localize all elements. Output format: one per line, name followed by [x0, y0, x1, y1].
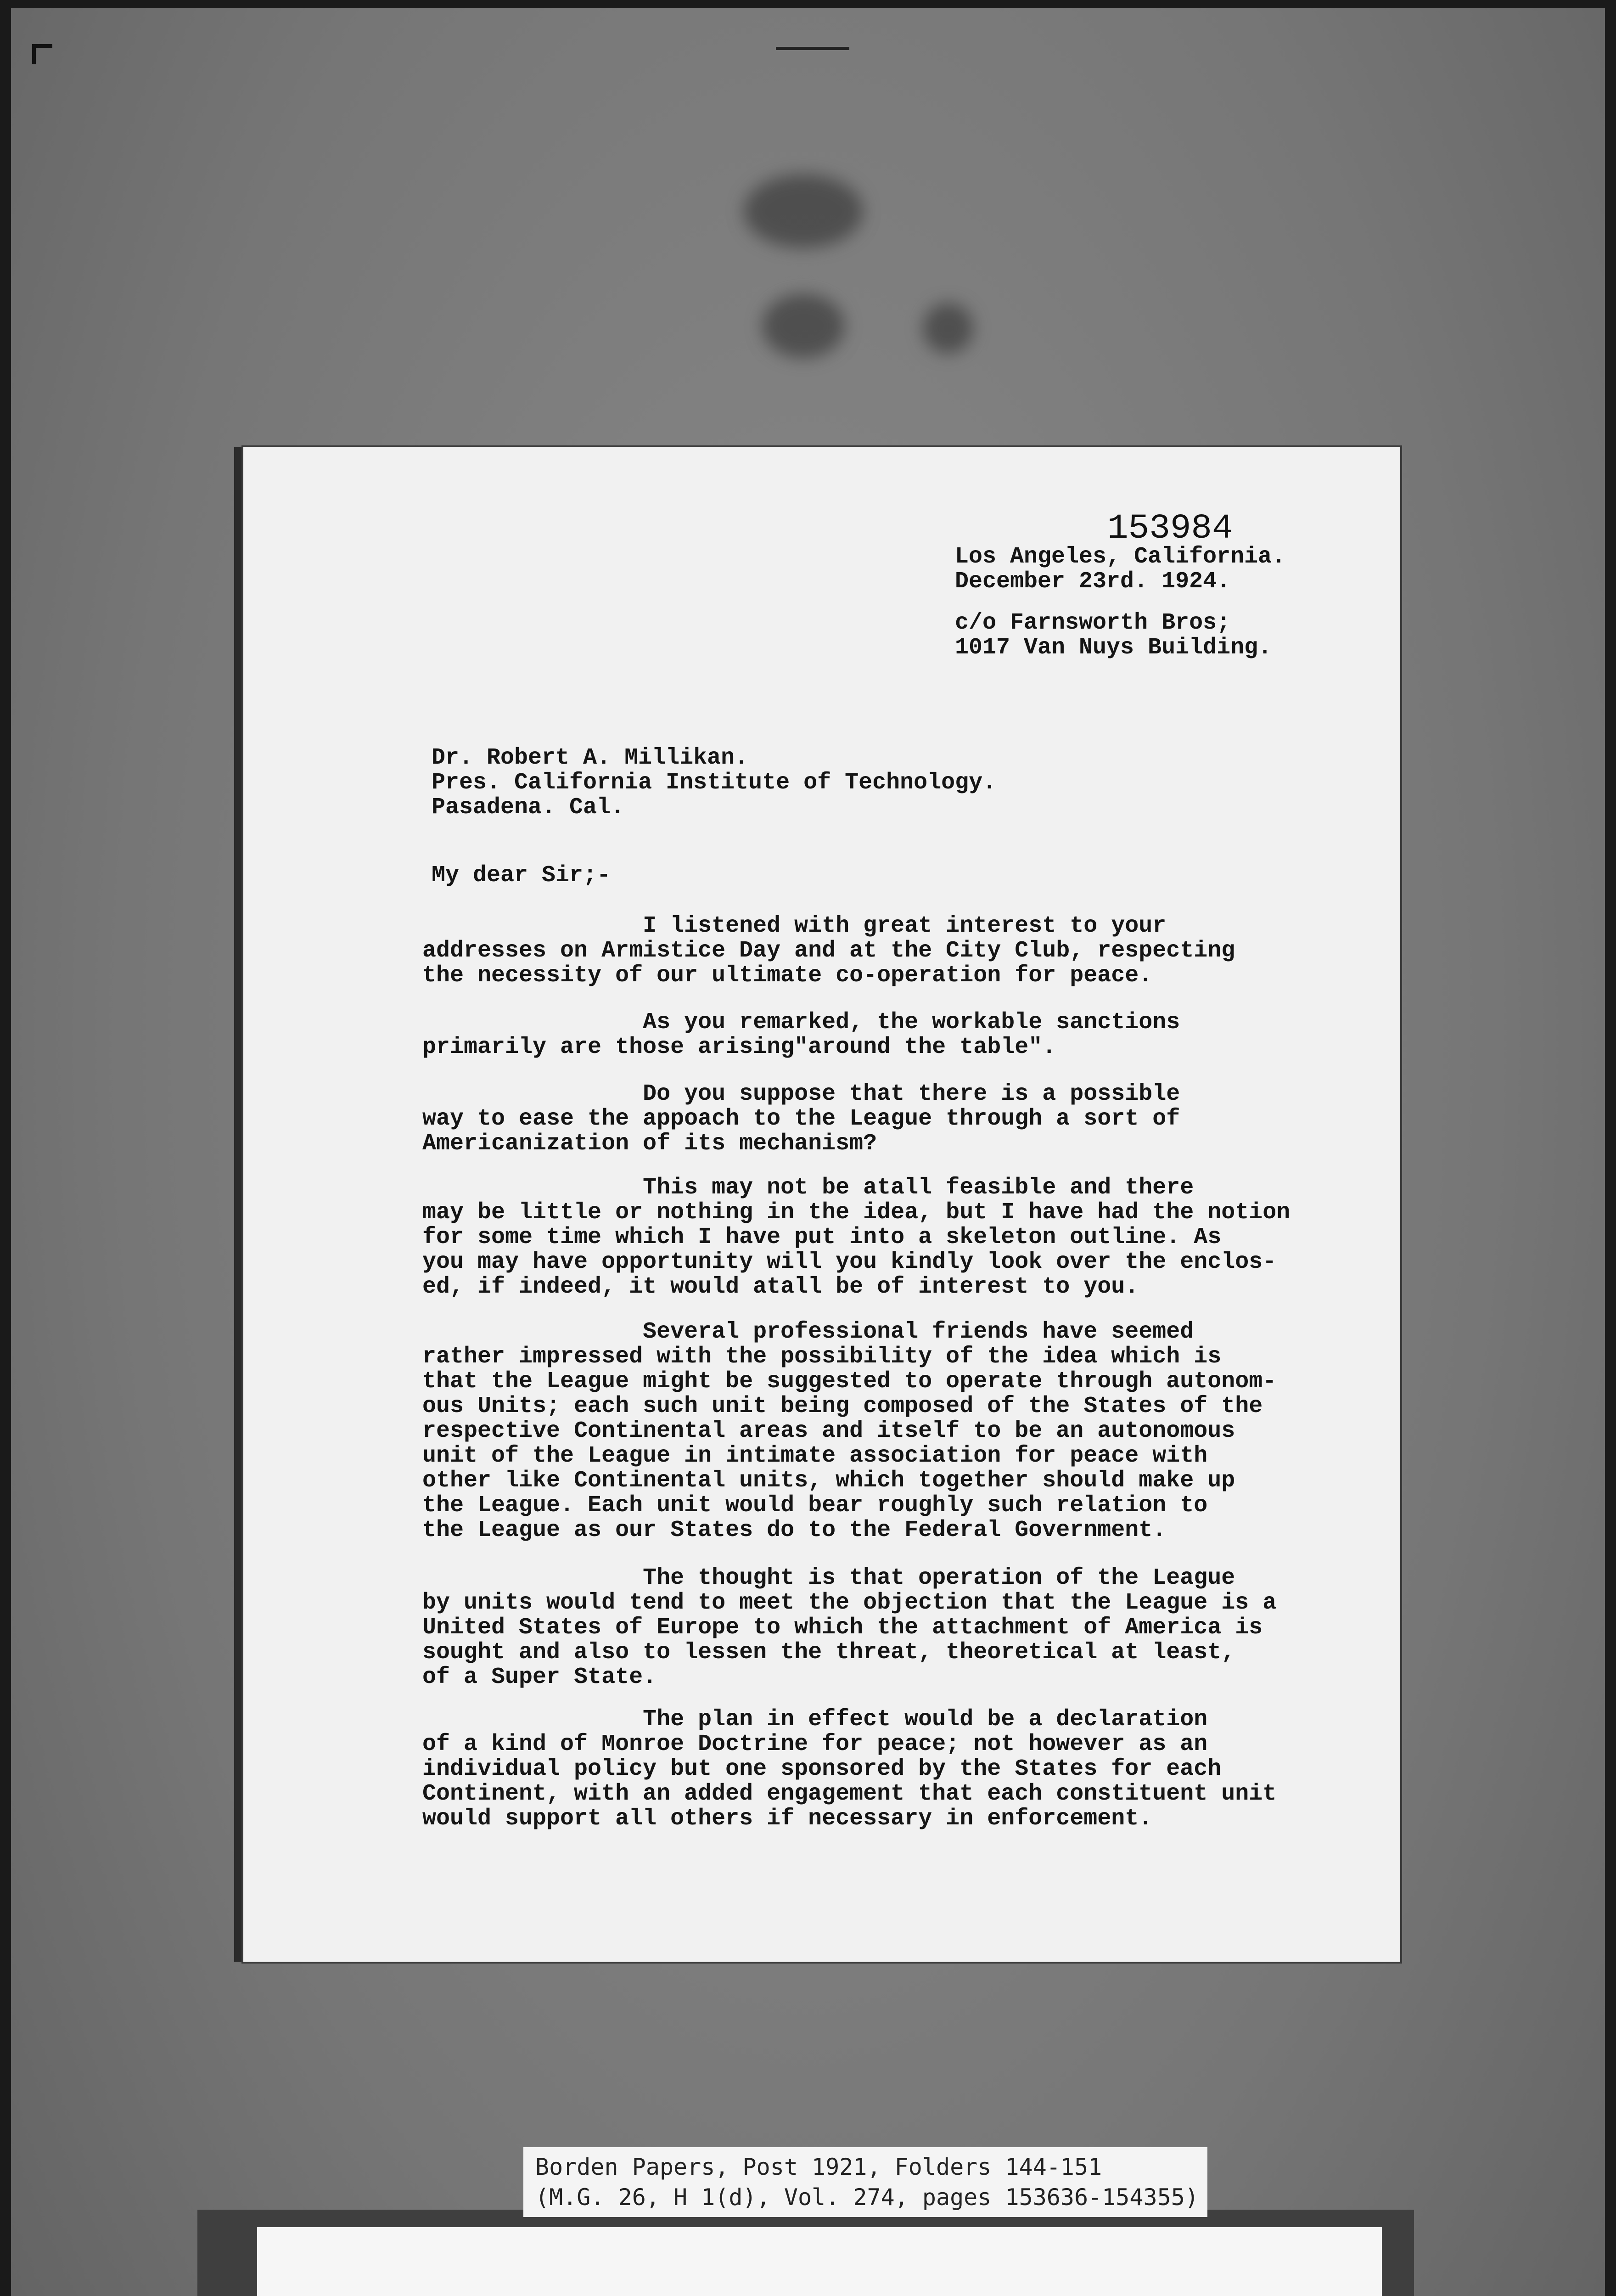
- letter-paragraph: The thought is that operation of the League by units would tend to meet the objection that the League is a United States of Europe to which the attachment of America is sought and also to lessen the threat, theoretical at least, of a Super State.: [422, 1565, 1277, 1690]
- recipient-title: Pres. California Institute of Technology.: [432, 770, 997, 796]
- smudge: [744, 174, 863, 248]
- frame-top-dash: [776, 47, 849, 50]
- letter-place: Los Angeles, California.: [955, 544, 1286, 570]
- film-edge-left: [0, 0, 11, 2296]
- caption-line-1: Borden Papers, Post 1921, Folders 144-151: [535, 2154, 1102, 2180]
- smudge: [923, 303, 973, 354]
- letter-paragraph: Several professional friends have seemed rather impressed with the possibility of the idea which is that the League might be suggested to operate through autonom- ous Units; each such unit being composed of the States of the respective Continental areas and itself to be an autonomous unit of the League in intimate association for peace with other like Continental units, which together should make up the League. Each unit would bear roughly such relation to the League as our States do to the Federal Government.: [422, 1319, 1277, 1543]
- frame-corner-mark: [32, 44, 52, 64]
- recipient-name: Dr. Robert A. Millikan.: [432, 745, 749, 771]
- recipient-city: Pasadena. Cal.: [432, 794, 625, 821]
- letter-paragraph: Do you suppose that there is a possible way to ease the appoach to the League through a sort of Americanization of its mechanism?: [422, 1081, 1180, 1157]
- letter-care-of: c/o Farnsworth Bros;: [955, 610, 1231, 636]
- letter-paragraph: The plan in effect would be a declaration of a kind of Monroe Doctrine for peace; not however as an individual policy but one sponsored by the States for each Continent, with an added engagement that each constituent unit would support all others if necessary in enforcement.: [422, 1706, 1277, 1832]
- letter-paragraph: I listened with great interest to your addresses on Armistice Day and at the City Club, respecting the necessity of our ultimate co-operation for peace.: [422, 913, 1235, 989]
- salutation: My dear Sir;-: [432, 862, 611, 889]
- document-number: 153984: [1107, 509, 1233, 548]
- letter-paragraph: As you remarked, the workable sanctions primarily are those arising"around the table".: [422, 1009, 1180, 1060]
- smudge: [762, 294, 845, 358]
- letter-building: 1017 Van Nuys Building.: [955, 635, 1272, 661]
- caption-line-2: (M.G. 26, H 1(d), Vol. 274, pages 153636-154355): [535, 2184, 1199, 2211]
- archives-card: [257, 2227, 1382, 2296]
- film-edge-top: [0, 0, 1616, 8]
- letter-date: December 23rd. 1924.: [955, 568, 1231, 595]
- film-edge-right: [1605, 0, 1616, 2296]
- letter-paragraph: This may not be atall feasible and there may be little or nothing in the idea, but I have had the notion for some time which I have put into a skeleton outline. As you may have opportunity will you kindly look over the enclos- ed, if indeed, it would atall be of interest to you.: [422, 1175, 1291, 1300]
